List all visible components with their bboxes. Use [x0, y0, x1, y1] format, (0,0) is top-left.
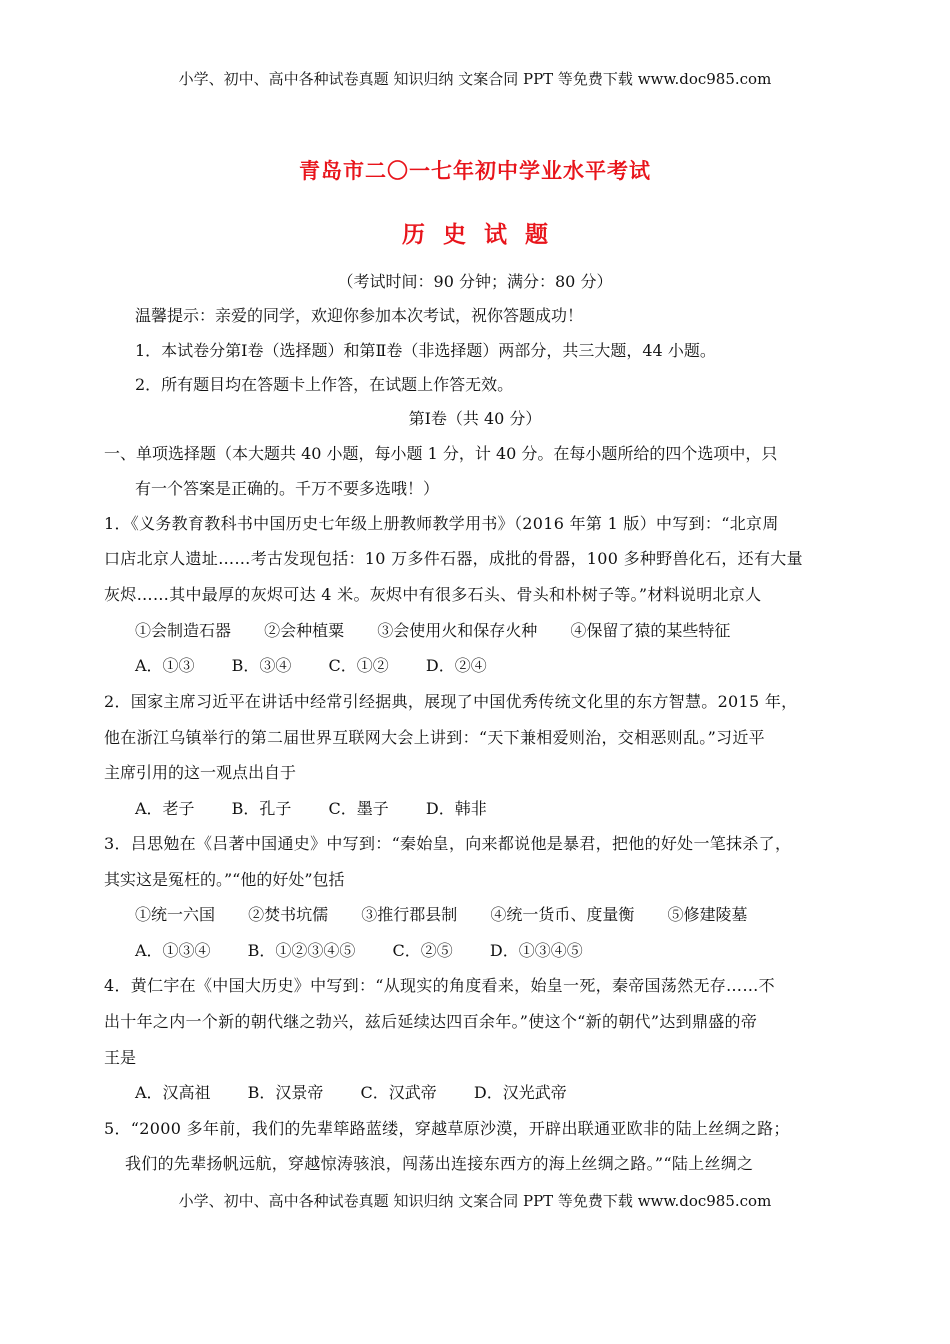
q1-statement: ②会种植粟	[264, 621, 345, 640]
q2-line2: 他在浙江乌镇举行的第二届世界互联网大会上讲到：“天下兼相爱则治，交相恶则乱。”习近平	[104, 728, 765, 747]
q2-options	[135, 798, 519, 820]
q3-statement: ②焚书坑儒	[248, 905, 329, 924]
q2-line1: 2．国家主席习近平在讲话中经常引经据典，展现了中国优秀传统文化里的东方智慧。2015 年，	[104, 692, 798, 711]
q5-line2: 我们的先辈扬帆远航，穿越惊涛骇浪，闯荡出连接东西方的海上丝绸之路。”“陆上丝绸之	[125, 1154, 754, 1173]
q4-option: C．汉武帝	[360, 1083, 437, 1102]
q1-option: A．①③	[135, 656, 195, 675]
q1-statement: ④保留了猿的某些特征	[570, 621, 731, 640]
q1-statements	[135, 620, 758, 642]
q4-option: A．汉高祖	[135, 1083, 211, 1102]
q1-line2: 口店北京人遗址……考古发现包括：10 万多件石器，成批的骨器，100 多种野兽化石，还有大量	[104, 549, 803, 568]
page-header: 小学、初中、高中各种试卷真题 知识归纳 文案合同 PPT 等免费下载 www.doc985.com	[178, 70, 772, 88]
q1-line3: 灰烬……其中最厚的灰烬可达 4 米。灰烬中有很多石头、骨头和朴树子等。”材料说明北京人	[104, 585, 762, 604]
q3-statement: ①统一六国	[135, 905, 216, 924]
section1-line1: 一、单项选择题（本大题共 40 小题，每小题 1 分，计 40 分。在每小题所给的四个选项中，只	[104, 444, 778, 463]
q4-line1: 4．黄仁宇在《中国大历史》中写到：“从现实的角度看来，始皇一死，秦帝国荡然无存……不	[104, 976, 775, 995]
q2-line3: 主席引用的这一观点出自于	[104, 763, 297, 782]
q3-option: C．②⑤	[392, 941, 453, 960]
q5-line1: 5．“2000 多年前，我们的先辈筚路蓝缕，穿越草原沙漠，开辟出联通亚欧非的陆上丝绸之路；	[104, 1119, 790, 1138]
q3-options	[135, 940, 615, 962]
q2-option: C．墨子	[328, 799, 389, 818]
q3-line2: 其实这是冤枉的。”“他的好处”包括	[104, 870, 345, 889]
q4-options	[135, 1082, 599, 1104]
exam-info: （考试时间：90 分钟；满分：80 分）	[337, 272, 613, 291]
exam-subtitle: 历史试题	[402, 221, 566, 248]
note-1: 1．本试卷分第Ⅰ卷（选择题）和第Ⅱ卷（非选择题）两部分，共三大题，44 小题。	[135, 341, 716, 360]
q2-option: A．老子	[135, 799, 195, 818]
q3-option: D．①③④⑤	[489, 941, 583, 960]
section1-line2: 有一个答案是正确的。千万不要多选哦！）	[135, 479, 440, 498]
q1-option: C．①②	[328, 656, 389, 675]
q1-option: B．③④	[231, 656, 292, 675]
q1-statement: ③会使用火和保存火种	[377, 621, 538, 640]
q4-line3: 王是	[104, 1048, 137, 1067]
q3-statement: ④统一货币、度量衡	[490, 905, 635, 924]
part1-heading: 第Ⅰ卷（共 40 分）	[408, 409, 542, 428]
q4-option: B．汉景帝	[247, 1083, 324, 1102]
q3-line1: 3．吕思勉在《吕著中国通史》中写到：“秦始皇，向来都说他是暴君，把他的好处一笔抹杀了，	[104, 834, 792, 853]
q3-statement: ⑤修建陵墓	[667, 905, 748, 924]
q1-line1: 1．《义务教育教科书中国历史七年级上册教师教学用书》（2016 年第 1 版）中写到：“北京周	[104, 514, 779, 533]
q1-option: D．②④	[425, 656, 487, 675]
q4-line2: 出十年之内一个新的朝代继之勃兴，兹后延续达四百余年。”使这个“新的朝代”达到鼎盛的帝	[104, 1012, 758, 1031]
q4-option: D．汉光武帝	[473, 1083, 567, 1102]
q3-option: B．①②③④⑤	[247, 941, 356, 960]
q2-option: B．孔子	[231, 799, 292, 818]
page-footer: 小学、初中、高中各种试卷真题 知识归纳 文案合同 PPT 等免费下载 www.doc985.com	[178, 1192, 772, 1210]
q3-option: A．①③④	[135, 941, 211, 960]
exam-title: 青岛市二〇一七年初中学业水平考试	[299, 158, 651, 183]
q1-statement: ①会制造石器	[135, 621, 232, 640]
tip-text: 温馨提示：亲爱的同学，欢迎你参加本次考试，祝你答题成功！	[135, 306, 584, 325]
q3-statement: ③推行郡县制	[361, 905, 458, 924]
q2-option: D．韩非	[425, 799, 487, 818]
q3-statements	[135, 904, 775, 926]
note-2: 2．所有题目均在答题卡上作答，在试题上作答无效。	[135, 375, 514, 394]
q1-options	[135, 655, 519, 677]
